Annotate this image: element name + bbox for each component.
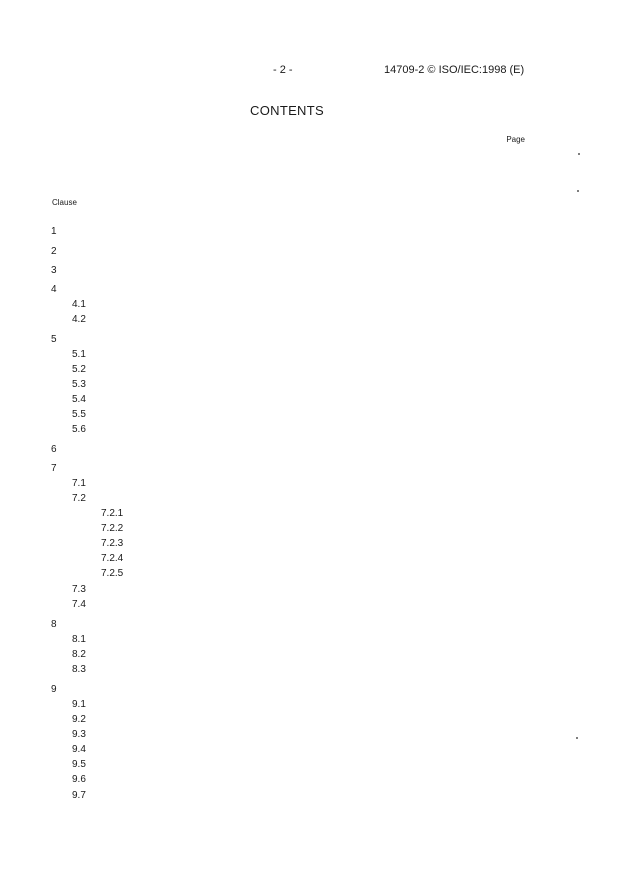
scan-speck	[577, 190, 579, 192]
toc-entry-number: 7	[51, 463, 57, 474]
toc-entry-number: 9.4	[72, 744, 86, 755]
toc-entry-number: 1	[51, 226, 57, 237]
toc-entry-number: 9	[51, 684, 57, 695]
toc-entry-number: 3	[51, 265, 57, 276]
toc-entry-number: 9.6	[72, 774, 86, 785]
toc-entry-number: 4.1	[72, 299, 86, 310]
scan-speck	[576, 737, 578, 739]
toc-entry-number: 8	[51, 619, 57, 630]
page-header-number: - 2 -	[273, 64, 293, 76]
toc-entry-number: 5.5	[72, 409, 86, 420]
toc-entry-number: 4.2	[72, 314, 86, 325]
toc-entry-number: 5	[51, 334, 57, 345]
toc-entry-number: 8.3	[72, 664, 86, 675]
toc-entry-number: 5.2	[72, 364, 86, 375]
toc-entry-number: 7.2	[72, 493, 86, 504]
toc-entry-number: 7.2.5	[101, 568, 124, 579]
toc-entry-number: 7.4	[72, 599, 86, 610]
toc-entry-number: 4	[51, 284, 57, 295]
toc-entry-number: 7.2.4	[101, 553, 124, 564]
toc-entry-number: 6	[51, 444, 57, 455]
toc-entry-number: 8.2	[72, 649, 86, 660]
toc-entry-number: 9.2	[72, 714, 86, 725]
page-header-standard: 14709-2 © ISO/IEC:1998 (E)	[384, 64, 525, 76]
toc-entry-number: 7.3	[72, 584, 86, 595]
toc-entry-number: 7.2.3	[101, 538, 124, 549]
toc-entry-number: 5.1	[72, 349, 86, 360]
toc-entry-number: 2	[51, 246, 57, 257]
toc-entry-number: 9.3	[72, 729, 86, 740]
toc-entry-number: 9.1	[72, 699, 86, 710]
toc-entry-number: 5.3	[72, 379, 86, 390]
toc-entry-number: 9.5	[72, 759, 86, 770]
toc-entry-number: 5.4	[72, 394, 86, 405]
toc-entry-number: 7.2.1	[101, 508, 124, 519]
contents-title: CONTENTS	[250, 103, 324, 118]
toc-entry-number: 7.2.2	[101, 523, 124, 534]
toc-entry-number: 7.1	[72, 478, 86, 489]
toc-entry-number: 8.1	[72, 634, 86, 645]
page-column-label: Page	[506, 135, 525, 144]
clause-column-label: Clause	[52, 198, 77, 207]
scan-speck	[578, 153, 580, 155]
toc-entry-number: 9.7	[72, 790, 86, 801]
toc-entry-number: 5.6	[72, 424, 86, 435]
